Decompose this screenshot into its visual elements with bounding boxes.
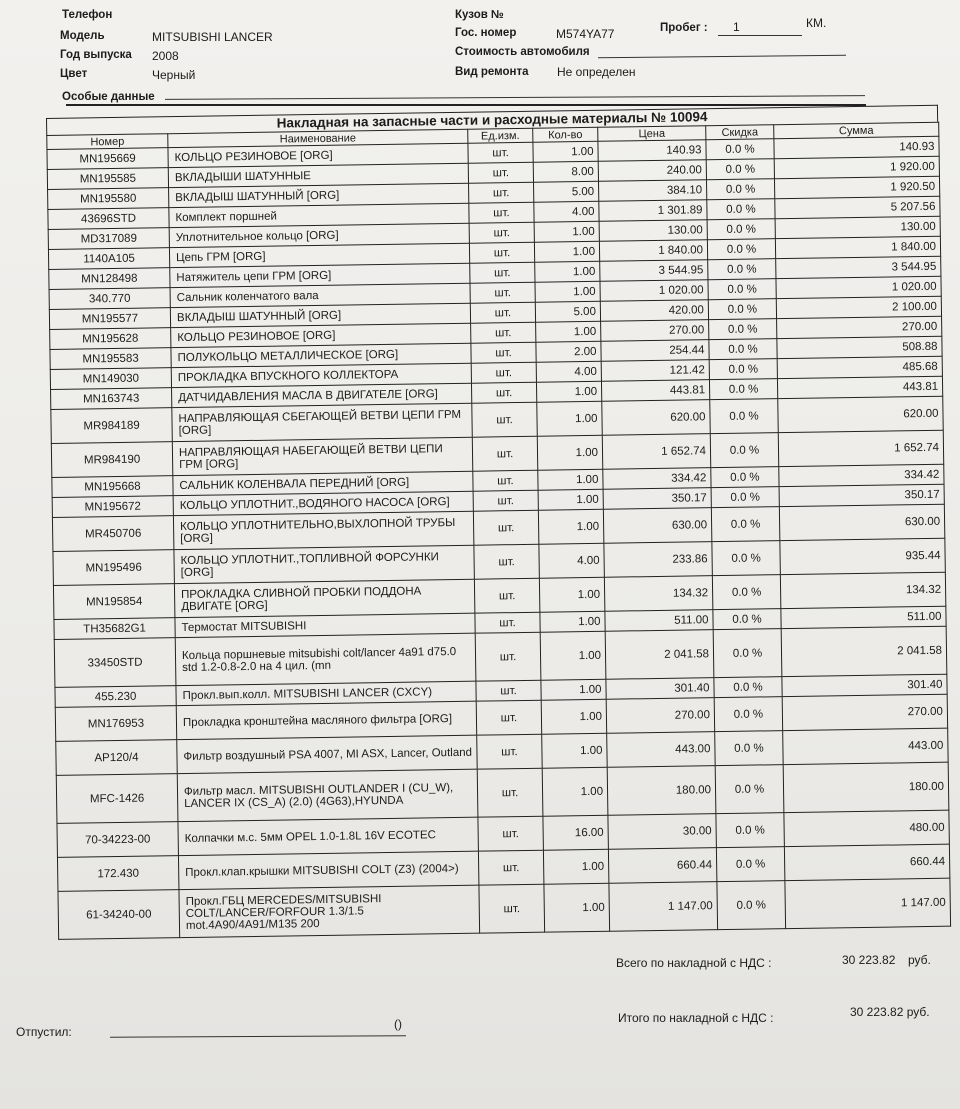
cell-discount: 0.0 %: [714, 677, 782, 698]
cell-discount: 0.0 %: [708, 279, 776, 300]
cell-item-name: Прокл.клап.крышки MITSUBISHI COLT (Z3) (2004>): [178, 851, 478, 889]
cell-unit: шт.: [478, 816, 543, 851]
cell-part-number: TH35682G1: [54, 618, 175, 640]
cell-price: 443.00: [607, 732, 715, 768]
cell-sum: 511.00: [781, 606, 946, 628]
cell-quantity: 5.00: [535, 301, 600, 322]
cell-part-number: MFC-1426: [56, 774, 178, 824]
cell-discount: 0.0 %: [706, 139, 774, 160]
cell-quantity: 1.00: [539, 577, 604, 612]
cell-sum: 270.00: [777, 316, 942, 338]
invoice-title: Накладная на запасные части и расходные материалы № 10094: [46, 105, 938, 135]
cell-sum: 270.00: [782, 694, 947, 730]
cell-discount: 0.0 %: [707, 199, 775, 220]
cell-unit: шт.: [468, 142, 533, 163]
col-name-header: Наименование: [168, 129, 468, 147]
cell-price: 511.00: [605, 610, 713, 632]
mileage-label: Пробег :: [660, 22, 708, 34]
cell-quantity: 1.00: [540, 631, 606, 680]
cell-sum: 1 920.50: [774, 176, 939, 198]
cell-part-number: MN195628: [50, 328, 171, 350]
cell-price: 270.00: [601, 320, 709, 342]
cell-item-name: КОЛЬЦО УПЛОТНИТЕЛЬНО,ВЫХЛОПНОЙ ТРУБЫ [ORG]: [173, 511, 473, 549]
plate-value: M574YA77: [556, 27, 615, 41]
cell-item-name: КОЛЬЦО РЕЗИНОВОЕ [ORG]: [171, 323, 471, 347]
cell-discount: 0.0 %: [715, 765, 784, 814]
cell-sum: 480.00: [784, 810, 949, 846]
cell-item-name: ПРОКЛАДКА СЛИВНОЙ ПРОБКИ ПОДДОНА ДВИГАТЕ [ORG]: [174, 579, 474, 617]
cell-item-name: Прокл.ГБЦ MERCEDES/MITSUBISHI COLT/LANCER/FORFOUR 1.3/1.5 mot.4A90/4A91/M135 200: [179, 885, 480, 937]
cell-price: 1 020.00: [600, 280, 708, 302]
cell-part-number: MD317089: [48, 228, 169, 250]
cell-quantity: 1.00: [533, 141, 598, 162]
special-data-label: Особые данные: [62, 91, 155, 103]
cell-part-number: 43696STD: [48, 208, 169, 230]
cell-part-number: MN128498: [49, 268, 170, 290]
cell-item-name: Фильтр воздушный PSA 4007, MI ASX, Lancer, Outland: [177, 735, 477, 773]
cell-sum: 140.93: [774, 136, 939, 158]
cell-quantity: 4.00: [539, 543, 604, 578]
cell-price: 301.40: [606, 678, 714, 700]
cell-discount: 0.0 %: [708, 259, 776, 280]
cell-price: 2 041.58: [605, 630, 714, 680]
cell-quantity: 1.00: [541, 679, 606, 700]
cell-item-name: Цепь ГРМ [ORG]: [169, 243, 469, 267]
cell-sum: 3 544.95: [776, 256, 941, 278]
col-qty-header: Кол-во: [533, 127, 598, 142]
cell-quantity: 1.00: [538, 469, 603, 490]
car-cost-label: Стоимость автомобиля: [455, 46, 590, 58]
cell-unit: шт.: [470, 262, 535, 283]
cell-part-number: 1140A105: [48, 248, 169, 270]
cell-part-number: MN163743: [51, 388, 172, 410]
cell-item-name: Фильтр масл. MITSUBISHI OUTLANDER I (CU_W), LANCER IX (CS_A) (2.0) (4G63),HYUNDA: [177, 769, 478, 821]
cell-quantity: 8.00: [533, 161, 598, 182]
cell-price: 254.44: [601, 340, 709, 362]
cell-sum: 130.00: [775, 216, 940, 238]
cell-unit: шт.: [469, 222, 534, 243]
header-divider: [66, 104, 866, 106]
cell-part-number: MR984190: [51, 442, 172, 478]
cell-part-number: MN195496: [53, 550, 174, 586]
repair-type-value: Не определен: [557, 65, 636, 79]
cell-sum: 5 207.56: [775, 196, 940, 218]
cell-discount: 0.0 %: [709, 339, 777, 360]
cell-price: 233.86: [604, 542, 712, 578]
cell-discount: 0.0 %: [714, 697, 782, 732]
cell-quantity: 1.00: [537, 401, 602, 436]
cell-unit: шт.: [472, 436, 537, 471]
cell-part-number: 455.230: [55, 686, 176, 708]
cell-item-name: Уплотнительное кольцо [ORG]: [169, 223, 469, 247]
cell-quantity: 1.00: [536, 321, 601, 342]
cell-item-name: Прокладка кронштейна масляного фильтра [ORG]: [176, 701, 476, 739]
mileage-value: 1: [733, 20, 740, 34]
cell-part-number: MN195668: [52, 476, 173, 498]
cell-quantity: 1.00: [538, 489, 603, 510]
cell-item-name: Колпачки м.с. 5мм OPEL 1.0-1.8L 16V ECOTEC: [178, 817, 478, 855]
cell-price: 180.00: [607, 766, 716, 816]
cell-sum: 1 020.00: [776, 276, 941, 298]
grand-total-label: Итого по накладной с НДС :: [618, 1011, 774, 1025]
cell-discount: 0.0 %: [708, 299, 776, 320]
col-unit-header: Ед.изм.: [468, 128, 533, 143]
cell-price: 3 544.95: [600, 260, 708, 282]
cell-item-name: НАПРАВЛЯЮЩАЯ СБЕГАЮЩЕЙ ВЕТВИ ЦЕПИ ГРМ [ORG]: [172, 403, 472, 441]
cell-sum: 2 100.00: [776, 296, 941, 318]
cell-price: 620.00: [602, 400, 710, 436]
cell-part-number: MN195585: [47, 168, 168, 190]
cell-discount: 0.0 %: [706, 179, 774, 200]
col-number-header: Номер: [47, 134, 168, 150]
cell-unit: шт.: [471, 322, 536, 343]
repair-type-label: Вид ремонта: [455, 66, 529, 78]
cell-unit: шт.: [468, 162, 533, 183]
cell-unit: шт.: [469, 182, 534, 203]
cell-price: 334.42: [603, 468, 711, 490]
cell-item-name: КОЛЬЦО РЕЗИНОВОЕ [ORG]: [168, 143, 468, 167]
cell-unit: шт.: [478, 850, 543, 885]
cell-sum: 485.68: [777, 356, 942, 378]
cell-sum: 508.88: [777, 336, 942, 358]
cell-sum: 935.44: [780, 538, 945, 574]
cell-unit: шт.: [472, 402, 537, 437]
cell-unit: шт.: [473, 490, 538, 511]
cell-item-name: Термостат MITSUBISHI: [175, 613, 475, 637]
cell-discount: 0.0 %: [717, 881, 786, 930]
cell-price: 660.44: [608, 848, 716, 884]
cell-price: 1 840.00: [599, 240, 707, 262]
cell-discount: 0.0 %: [711, 487, 779, 508]
cell-item-name: ВКЛАДЫШ ШАТУННЫЙ [ORG]: [170, 303, 470, 327]
cell-part-number: 33450STD: [54, 638, 176, 688]
body-number-label: Кузов №: [455, 9, 504, 21]
cell-item-name: Прокл.вып.колл. MITSUBISHI LANCER (CXCY): [176, 681, 476, 705]
cell-discount: 0.0 %: [711, 507, 779, 542]
cell-item-name: КОЛЬЦО УПЛОТНИТ.,ТОПЛИВНОЙ ФОРСУНКИ [ORG]: [174, 545, 474, 583]
cell-item-name: Комплект поршней: [169, 203, 469, 227]
cell-price: 130.00: [599, 220, 707, 242]
cell-part-number: MN195577: [49, 308, 170, 330]
cell-quantity: 1.00: [541, 699, 606, 734]
cell-sum: 2 041.58: [781, 626, 947, 676]
grand-total-value: 30 223.82 руб.: [850, 1005, 930, 1019]
cell-part-number: MN195583: [50, 348, 171, 370]
plate-label: Гос. номер: [455, 27, 517, 39]
cell-part-number: MN176953: [55, 706, 176, 742]
cell-sum: 660.44: [784, 844, 949, 880]
cell-price: 350.17: [603, 488, 711, 510]
cell-unit: шт.: [471, 382, 536, 403]
cell-price: 630.00: [603, 508, 711, 544]
cell-discount: 0.0 %: [709, 319, 777, 340]
color-label: Цвет: [60, 68, 88, 80]
cell-item-name: САЛЬНИК КОЛЕНВАЛА ПЕРЕДНИЙ [ORG]: [173, 471, 473, 495]
cell-item-name: Кольца поршневые mitsubishi colt/lancer 4a91 d75.0 std 1.2-0.8-2.0 на 4 цил. (mn: [175, 633, 476, 685]
cell-discount: 0.0 %: [709, 379, 777, 400]
cell-discount: 0.0 %: [713, 609, 781, 630]
cell-item-name: Натяжитель цепи ГРМ [ORG]: [170, 263, 470, 287]
cell-price: 270.00: [606, 698, 714, 734]
cell-part-number: 61-34240-00: [58, 890, 180, 940]
cell-unit: шт.: [471, 362, 536, 383]
year-label: Год выпуска: [60, 49, 132, 61]
cell-price: 1 301.89: [599, 200, 707, 222]
cell-price: 384.10: [599, 180, 707, 202]
special-data-line: [165, 95, 865, 100]
cell-unit: шт.: [477, 768, 543, 817]
cell-price: 1 652.74: [602, 434, 710, 470]
cell-discount: 0.0 %: [716, 813, 784, 848]
cell-part-number: 172.430: [57, 856, 178, 892]
cell-price: 1 147.00: [609, 882, 718, 932]
cell-item-name: Сальник коленчатого вала: [170, 283, 470, 307]
invoice: [46, 105, 950, 940]
color-value: Черный: [152, 68, 196, 82]
cell-sum: 1 840.00: [775, 236, 940, 258]
invoice-total-label: Всего по накладной с НДС :: [616, 956, 772, 970]
cell-unit: шт.: [476, 700, 541, 735]
cell-quantity: 1.00: [542, 733, 607, 768]
cell-discount: 0.0 %: [716, 847, 784, 882]
cell-part-number: MN195580: [48, 188, 169, 210]
cell-item-name: ВКЛАДЫШИ ШАТУННЫЕ: [168, 163, 468, 187]
cell-quantity: 1.00: [542, 767, 608, 816]
phone-label: Телефон: [62, 9, 113, 21]
invoice-table: [46, 122, 951, 940]
invoice-total-currency: руб.: [908, 953, 931, 967]
cell-sum: 134.32: [780, 572, 945, 608]
cell-unit: шт.: [470, 302, 535, 323]
col-price-header: Цена: [598, 126, 706, 142]
cell-price: 240.00: [598, 160, 706, 182]
cell-quantity: 1.00: [534, 221, 599, 242]
cell-unit: шт.: [474, 578, 539, 613]
cell-sum: 1 147.00: [785, 878, 951, 928]
cell-quantity: 4.00: [534, 201, 599, 222]
cell-price: 420.00: [600, 300, 708, 322]
model-value: MITSUBISHI LANCER: [152, 30, 273, 44]
cell-price: 121.42: [601, 360, 709, 382]
cell-part-number: 70-34223-00: [57, 822, 178, 858]
cell-quantity: 1.00: [536, 381, 601, 402]
cell-discount: 0.0 %: [710, 433, 778, 468]
cell-price: 140.93: [598, 140, 706, 162]
col-sum-header: Сумма: [774, 122, 939, 138]
cell-sum: 334.42: [779, 464, 944, 486]
cell-part-number: 340.770: [49, 288, 170, 310]
cell-item-name: ПОЛУКОЛЬЦО МЕТАЛЛИЧЕСКОЕ [ORG]: [171, 343, 471, 367]
cell-unit: шт.: [476, 680, 541, 701]
cell-sum: 620.00: [778, 396, 943, 432]
cell-discount: 0.0 %: [709, 359, 777, 380]
cell-quantity: 1.00: [543, 849, 608, 884]
cell-discount: 0.0 %: [712, 541, 780, 576]
cell-quantity: 1.00: [540, 611, 605, 632]
cell-item-name: ВКЛАДЫШ ШАТУННЫЙ [ORG]: [169, 183, 469, 207]
cell-discount: 0.0 %: [712, 575, 780, 610]
cell-sum: 350.17: [779, 484, 944, 506]
cell-unit: шт.: [475, 632, 541, 681]
cell-unit: шт.: [470, 282, 535, 303]
year-value: 2008: [152, 49, 179, 63]
cell-price: 443.81: [601, 380, 709, 402]
cell-unit: шт.: [479, 884, 545, 933]
cell-quantity: 1.00: [535, 281, 600, 302]
cell-discount: 0.0 %: [710, 399, 778, 434]
col-discount-header: Скидка: [706, 125, 774, 140]
cell-quantity: 1.00: [544, 883, 610, 932]
mileage-unit: КМ.: [806, 16, 827, 30]
cell-unit: шт.: [474, 544, 539, 579]
cell-unit: шт.: [473, 510, 538, 545]
cell-part-number: MN195672: [52, 496, 173, 518]
cell-sum: 443.00: [783, 728, 948, 764]
cell-unit: шт.: [475, 612, 540, 633]
released-by-label: Отпустил:: [16, 1025, 72, 1039]
cell-part-number: MN195669: [47, 148, 168, 170]
cell-unit: шт.: [477, 734, 542, 769]
cell-quantity: 1.00: [537, 435, 602, 470]
cell-sum: 1 652.74: [778, 430, 943, 466]
cell-discount: 0.0 %: [715, 731, 783, 766]
cell-item-name: КОЛЬЦО УПЛОТНИТ.,ВОДЯНОГО НАСОСА [ORG]: [173, 491, 473, 515]
cell-quantity: 5.00: [534, 181, 599, 202]
cell-discount: 0.0 %: [713, 629, 782, 678]
cell-quantity: 1.00: [535, 261, 600, 282]
released-by-value: (): [394, 1017, 402, 1031]
cell-discount: 0.0 %: [707, 219, 775, 240]
invoice-total-value: 30 223.82: [842, 953, 896, 967]
cell-discount: 0.0 %: [707, 239, 775, 260]
cell-sum: 180.00: [783, 762, 949, 812]
cell-quantity: 16.00: [543, 815, 608, 850]
cell-part-number: MR984189: [51, 408, 172, 444]
cell-discount: 0.0 %: [706, 159, 774, 180]
cell-quantity: 1.00: [538, 509, 603, 544]
cell-item-name: ПРОКЛАДКА ВПУСКНОГО КОЛЛЕКТОРА: [171, 363, 471, 387]
cell-sum: 443.81: [777, 376, 942, 398]
model-label: Модель: [60, 30, 105, 42]
cell-quantity: 2.00: [536, 341, 601, 362]
cell-sum: 1 920.00: [774, 156, 939, 178]
cell-discount: 0.0 %: [711, 467, 779, 488]
cell-unit: шт.: [471, 342, 536, 363]
cell-part-number: AP120/4: [56, 740, 177, 776]
cell-unit: шт.: [469, 202, 534, 223]
cell-part-number: MR450706: [52, 516, 173, 552]
signature-line: [110, 1035, 406, 1038]
cell-quantity: 4.00: [536, 361, 601, 382]
cell-item-name: НАПРАВЛЯЮЩАЯ НАБЕГАЮЩЕЙ ВЕТВИ ЦЕПИ ГРМ [ORG]: [172, 437, 472, 475]
cell-sum: 301.40: [782, 674, 947, 696]
cell-item-name: ДАТЧИДАВЛЕНИЯ МАСЛА В ДВИГАТЕЛЕ [ORG]: [172, 383, 472, 407]
cell-sum: 630.00: [779, 504, 944, 540]
cell-unit: шт.: [473, 470, 538, 491]
car-cost-line: [598, 55, 846, 59]
cell-price: 134.32: [604, 576, 712, 612]
cell-part-number: MN195854: [53, 584, 174, 620]
mileage-line: [718, 35, 802, 36]
cell-part-number: MN149030: [50, 368, 171, 390]
cell-unit: шт.: [469, 242, 534, 263]
cell-quantity: 1.00: [534, 241, 599, 262]
cell-price: 30.00: [608, 814, 716, 850]
